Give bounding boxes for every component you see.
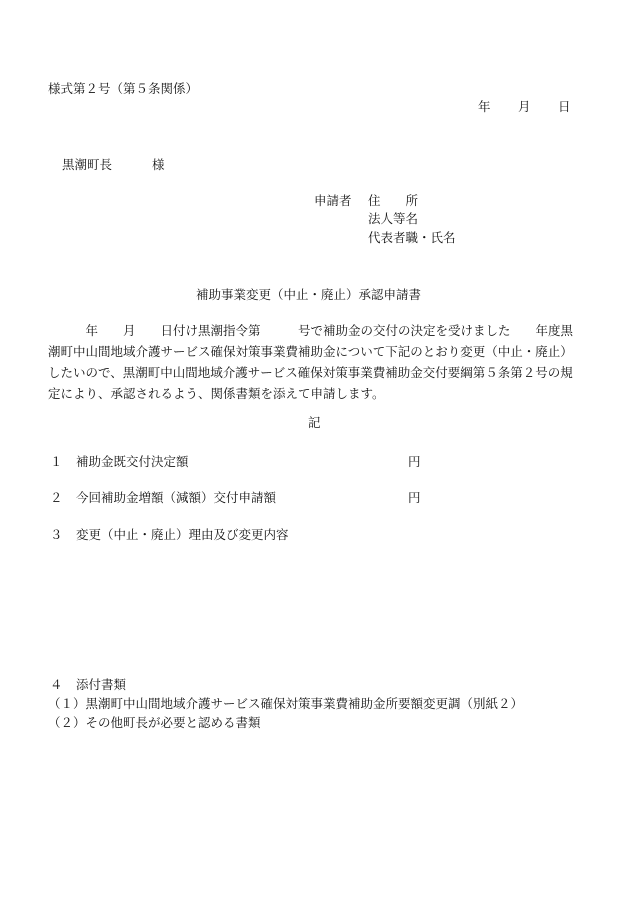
ki-heading: 記 <box>308 415 321 430</box>
document-title: 補助事業変更（中止・廃止）承認申請書 <box>196 287 422 302</box>
applicant-prefix: 申請者 <box>314 193 352 208</box>
applicant-rep-label: 代表者職・氏名 <box>368 230 456 245</box>
item-4-number: ４ <box>50 677 63 692</box>
item-3-label: 変更（中止・廃止）理由及び変更内容 <box>76 527 289 542</box>
body-paragraph: 年 月 日付け黒潮指令第 号で補助金の交付の決定を受けました 年度黒潮町中山間地域介護サービス確保対策事業費補助金について下記のとおり変更（中止・廃止）したいので、黒潮町中山間地域介護サービス確保対策事業費補助金交付要綱第５条第２号の規定により、承認されるよう、関係書類を添えて申請します。 <box>48 323 574 401</box>
item-2-label: 今回補助金増額（減額）交付申請額 <box>76 490 277 505</box>
date-day: 日 <box>558 99 571 114</box>
attachment-2: （２）その他町長が必要と認める書類 <box>48 715 261 730</box>
form-number: 様式第２号（第５条関係） <box>48 81 199 96</box>
addressee-name: 黒潮町長 <box>62 157 113 172</box>
date-year: 年 <box>478 99 491 114</box>
applicant-address-label: 住 所 <box>368 193 419 208</box>
applicant-entity-label: 法人等名 <box>368 211 419 226</box>
item-1-unit: 円 <box>408 454 421 469</box>
attachment-1: （１）黒潮町中山間地域介護サービス確保対策事業費補助金所要額変更調（別紙２） <box>48 696 524 711</box>
item-1-number: １ <box>50 454 63 469</box>
addressee-honorific: 様 <box>152 157 165 172</box>
item-1-label: 補助金既交付決定額 <box>76 454 189 469</box>
item-2-unit: 円 <box>408 490 421 505</box>
item-4-label: 添付書類 <box>76 677 127 692</box>
item-3-number: ３ <box>50 527 63 542</box>
item-2-number: ２ <box>50 490 63 505</box>
date-month: 月 <box>518 99 531 114</box>
